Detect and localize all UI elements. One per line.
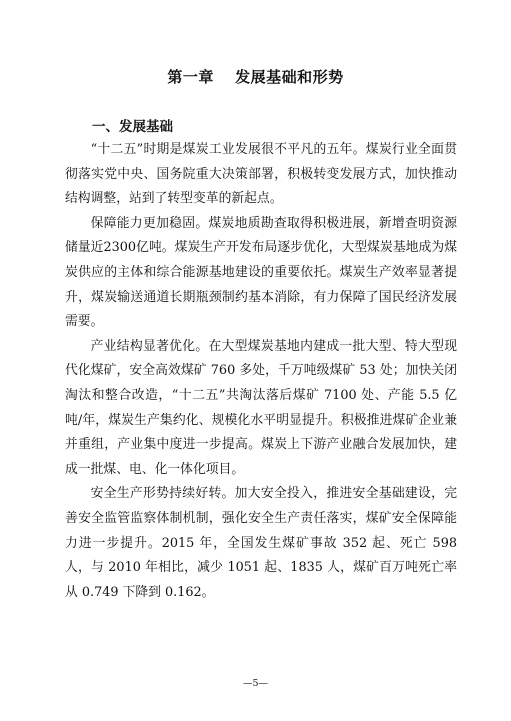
page-number: —5— <box>242 678 269 689</box>
section-heading: 一、发展基础 <box>92 119 173 135</box>
paragraph-industry-structure: 产业结构显著优化。在大型煤炭基地内建成一批大型、特大型现代化煤矿，安全高效煤矿 760 多处，千万吨级煤矿 53 处；加快关闭淘汰和整合改造，“十二五”共淘汰落后煤矿 7100 处、产能 5.5 亿吨/年，煤炭生产集约化、规模化水平明显提升。积极推进煤矿企业兼并重组，产业集中度进一步提高。煤炭上下游产业融合发展加快，建成一批煤、电、化一体化项目。 <box>65 338 457 477</box>
chapter-title: 第一章 发展基础和形势 <box>167 68 344 86</box>
body-text <box>65 138 457 605</box>
paragraph-intro: “十二五”时期是煤炭工业发展很不平凡的五年。煤炭行业全面贯彻落实党中央、国务院重大决策部署，积极转变发展方式，加快推动结构调整，站到了转型变革的新起点。 <box>65 142 457 207</box>
paragraph-safety: 安全生产形势持续好转。加大安全投入，推进安全基础建设，完善安全监管监察体制机制，强化安全生产责任落实，煤矿安全保障能力进一步提升。2015 年，全国发生煤矿事故 352 起、死亡 598 人，与 2010 年相比，减少 1051 起、1835 人，煤矿百万吨死亡率从 0.749 下降到 0.162。 <box>65 486 457 600</box>
paragraph-supply-capacity: 保障能力更加稳固。煤炭地质勘查取得积极进展，新增查明资源储量近2300亿吨。煤炭生产开发布局逐步优化，大型煤炭基地成为煤炭供应的主体和综合能源基地建设的重要依托。煤炭生产效率显著提升，煤炭输送通道长期瓶颈制约基本消除，有力保障了国民经济发展需要。 <box>65 215 457 330</box>
